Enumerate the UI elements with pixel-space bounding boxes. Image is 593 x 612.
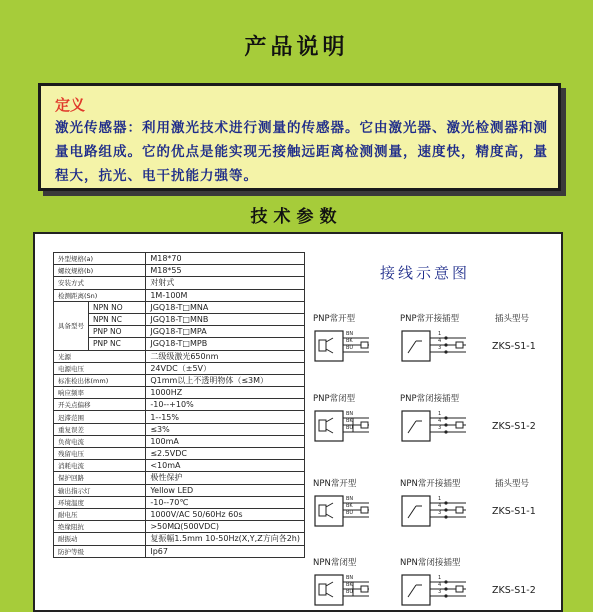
- spec-label: 保护回路: [54, 472, 146, 484]
- table-row: [54, 265, 305, 277]
- table-row: [54, 387, 305, 399]
- spec-value: -10--+10%: [146, 399, 305, 411]
- table-row: [54, 338, 305, 350]
- spec-output-type: NPN NC: [89, 313, 146, 325]
- table-row: [54, 435, 305, 447]
- wiring-type-label: NPN常开型: [313, 479, 357, 489]
- pin-label: 3: [438, 510, 442, 516]
- sensor-diagram: [313, 494, 373, 528]
- table-row: [54, 374, 305, 386]
- spec-label: 消耗电流: [54, 460, 146, 472]
- spec-value: M18*55: [146, 265, 305, 277]
- spec-label: 耐电压: [54, 508, 146, 520]
- table-row: [54, 521, 305, 533]
- wiring-plug-type-label: PNP常闭接插型: [400, 394, 460, 404]
- wiring-type-label: PNP常开型: [313, 314, 356, 324]
- plug-diagram: [400, 409, 470, 443]
- spec-output-type: PNP NC: [89, 338, 146, 350]
- spec-value: 24VDC（±5V）: [146, 362, 305, 374]
- wire-label: BU: [346, 345, 354, 351]
- wire-label: BK: [346, 503, 353, 509]
- pin-label: 4: [438, 582, 442, 588]
- spec-output-type: PNP NO: [89, 326, 146, 338]
- wiring-plug-type-label: PNP常开接插型: [400, 314, 460, 324]
- spec-value: 1000HZ: [146, 387, 305, 399]
- table-row: [54, 362, 305, 374]
- pin-label: 3: [438, 345, 442, 351]
- spec-value: 复振幅1.5mm 10-50Hz(X,Y,Z方向各2h): [146, 533, 305, 545]
- table-row: [54, 533, 305, 545]
- plug-model: ZKS-S1-1: [492, 506, 536, 517]
- table-row: [54, 508, 305, 520]
- spec-label: 螺纹规格(b): [54, 265, 146, 277]
- table-row: [54, 448, 305, 460]
- definition-title: 定义: [55, 96, 86, 114]
- spec-label: 防护等级: [54, 545, 146, 557]
- spec-label: 输出指示灯: [54, 484, 146, 496]
- pin-label: 1: [438, 496, 442, 502]
- table-row: [54, 301, 305, 313]
- pin-label: 4: [438, 338, 442, 344]
- specs-panel: [33, 232, 563, 612]
- table-row: [54, 313, 305, 325]
- spec-label: 残留电压: [54, 448, 146, 460]
- spec-model: JGQ18-T□MNA: [146, 301, 305, 313]
- spec-label: 检测距离(Sn): [54, 289, 146, 301]
- wire-label: BN: [346, 411, 354, 417]
- spec-group-label: 具备型号: [54, 301, 89, 350]
- table-row: [54, 460, 305, 472]
- spec-value: >50MΩ(500VDC): [146, 521, 305, 533]
- wire-label: BN: [346, 496, 354, 502]
- pin-label: 1: [438, 575, 442, 581]
- specs-title: 技术参数: [250, 207, 343, 227]
- plug-model-header: 插头型号: [495, 314, 530, 324]
- pin-label: 1: [438, 411, 442, 417]
- pin-label: 3: [438, 589, 442, 595]
- spec-model: JGQ18-T□MPB: [146, 338, 305, 350]
- definition-text: 激光传感器：利用激光技术进行测量的传感器。它由激光器、激光检测器和测量电路组成。它的优点是能实现无接触远距离检测测量，速度快，精度高，量程大，抗光、电干扰能力强等。: [55, 120, 548, 184]
- spec-label: 负荷电流: [54, 435, 146, 447]
- wire-label: BK: [346, 338, 353, 344]
- table-row: [54, 350, 305, 362]
- wire-label: BU: [346, 425, 354, 431]
- spec-label: 环境温度: [54, 496, 146, 508]
- spec-model: JGQ18-T□MNB: [146, 313, 305, 325]
- spec-label: 开关点偏移: [54, 399, 146, 411]
- wiring-plug-type-label: NPN常闭接插型: [400, 558, 461, 568]
- plug-model: ZKS-S1-2: [492, 421, 536, 432]
- spec-label: 耐振动: [54, 533, 146, 545]
- wire-label: BN: [346, 575, 354, 581]
- table-row: [54, 411, 305, 423]
- table-row: [54, 423, 305, 435]
- sensor-diagram: [313, 573, 373, 607]
- spec-value: 1--15%: [146, 411, 305, 423]
- wiring-type-label: PNP常闭型: [313, 394, 356, 404]
- spec-value: 1M-100M: [146, 289, 305, 301]
- table-row: [54, 277, 305, 289]
- sensor-diagram: [313, 409, 373, 443]
- wire-label: BK: [346, 582, 353, 588]
- spec-label: 绝缘阻抗: [54, 521, 146, 533]
- plug-diagram: [400, 573, 470, 607]
- pin-label: 4: [438, 418, 442, 424]
- definition-box: [38, 83, 561, 191]
- spec-value: <10mA: [146, 460, 305, 472]
- page-title: 产品说明: [244, 35, 349, 60]
- spec-value: 二级级激光650nm: [146, 350, 305, 362]
- wiring-plug-type-label: NPN常开接插型: [400, 479, 461, 489]
- wiring-type-label: NPN常闭型: [313, 558, 357, 568]
- wire-label: BU: [346, 589, 354, 595]
- spec-value: M18*70: [146, 253, 305, 265]
- spec-value: 1000V/AC 50/60Hz 60s: [146, 508, 305, 520]
- wire-label: BN: [346, 331, 354, 337]
- wire-label: BU: [346, 510, 354, 516]
- table-row: [54, 326, 305, 338]
- table-row: [54, 472, 305, 484]
- spec-value: ≤2.5VDC: [146, 448, 305, 460]
- wiring-title: 接线示意图: [380, 264, 471, 282]
- table-row: [54, 545, 305, 557]
- spec-value: 对射式: [146, 277, 305, 289]
- spec-value: Q1mm以上不透明物体（≤3M）: [146, 374, 305, 386]
- spec-label: 安装方式: [54, 277, 146, 289]
- table-row: [54, 484, 305, 496]
- plug-model-header: 插头型号: [495, 479, 530, 489]
- spec-value: 极性保护: [146, 472, 305, 484]
- table-row: [54, 399, 305, 411]
- table-row: [54, 496, 305, 508]
- spec-value: ≤3%: [146, 423, 305, 435]
- pin-label: 3: [438, 425, 442, 431]
- pin-label: 4: [438, 503, 442, 509]
- spec-value: Ip67: [146, 545, 305, 557]
- plug-model: ZKS-S1-1: [492, 341, 536, 352]
- spec-label: 标准检出体(mm): [54, 374, 146, 386]
- spec-output-type: NPN NO: [89, 301, 146, 313]
- spec-label: 电源电压: [54, 362, 146, 374]
- spec-value: 100mA: [146, 435, 305, 447]
- spec-model: JGQ18-T□MPA: [146, 326, 305, 338]
- spec-label: 光源: [54, 350, 146, 362]
- spec-label: 外型规格(a): [54, 253, 146, 265]
- spec-label: 响应频率: [54, 387, 146, 399]
- spec-label: 重复误差: [54, 423, 146, 435]
- wire-label: BK: [346, 418, 353, 424]
- plug-diagram: [400, 494, 470, 528]
- table-row: [54, 289, 305, 301]
- spec-value: -10--70℃: [146, 496, 305, 508]
- plug-model: ZKS-S1-2: [492, 585, 536, 596]
- spec-label: 迟滞范围: [54, 411, 146, 423]
- table-row: [54, 253, 305, 265]
- pin-label: 1: [438, 331, 442, 337]
- specs-table: [53, 252, 305, 558]
- spec-value: Yellow LED: [146, 484, 305, 496]
- sensor-diagram: [313, 329, 373, 363]
- plug-diagram: [400, 329, 470, 363]
